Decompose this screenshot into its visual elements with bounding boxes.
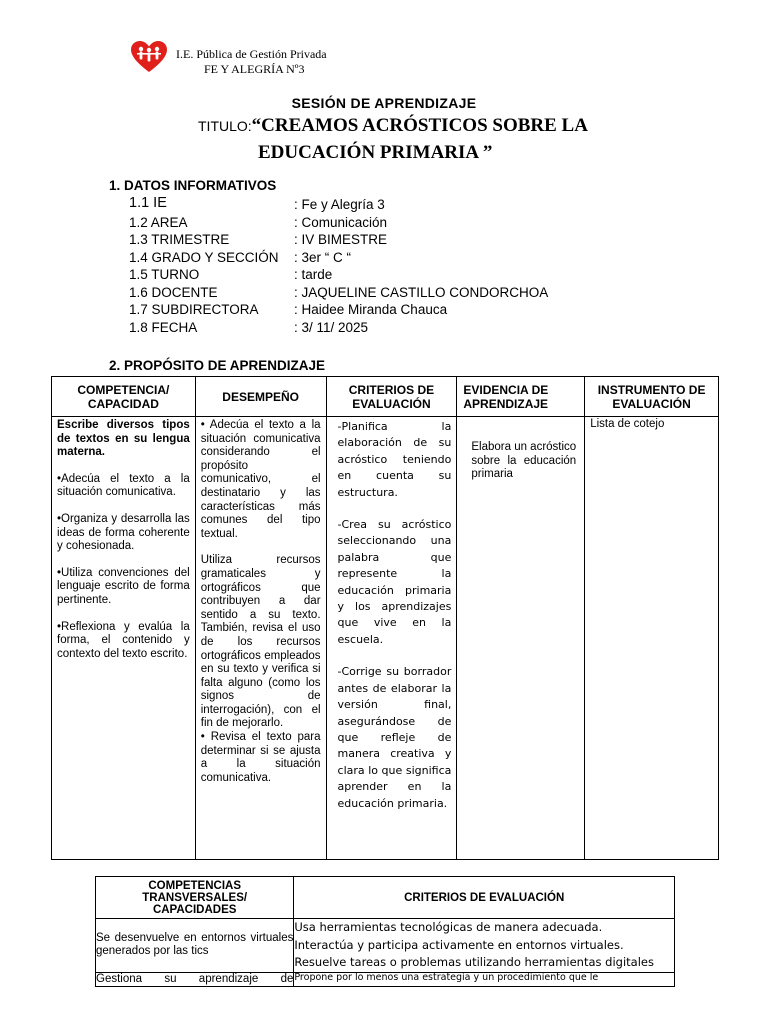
info-value: : JAQUELINE CASTILLO CONDORCHOA [294, 285, 549, 300]
capacidad-item: •Reflexiona y evalúa la forma, el contenido y contexto del texto escrito. [57, 620, 190, 660]
header-competencia: COMPETENCIA/ CAPACIDAD [52, 377, 196, 417]
cell-evidencia [457, 417, 585, 860]
desempeno-text-1: • Adecúa el texto a la situación comunicativa considerando el propósito comunicativo, el destinatario y las características más comunes del tipo textual. [200, 419, 321, 540]
proposito-heading: 2. PROPÓSITO DE APRENDIZAJE [109, 358, 326, 373]
info-value: : Fe y Alegría 3 [294, 197, 385, 212]
criterio-item: Resuelve tareas o problemas utilizando herramientas digitales [294, 955, 654, 969]
transversal-competencia: Se desenvuelve en entornos virtuales generados por las tics [96, 919, 294, 973]
cell-desempeno [195, 417, 326, 860]
title-text-1: “CREAMOS ACRÓSTICOS SOBRE LA [251, 115, 588, 136]
transversal-criterios [294, 919, 675, 973]
info-row-fecha [129, 320, 369, 335]
info-value: : 3er “ C “ [294, 250, 352, 265]
info-key: 1.4 GRADO Y SECCIÓN [129, 250, 279, 265]
cell-criterios [326, 417, 457, 860]
criterio-item: -Planifica la elaboración de su acróstico teniendo en cuenta su estructura. [337, 420, 452, 499]
info-row-docente [129, 285, 549, 300]
info-row-grado [129, 250, 352, 265]
info-row-trimestre [129, 232, 388, 247]
info-key: 1.5 TURNO [129, 267, 200, 282]
criterio-item: -Crea su acróstico seleccionando una palabra que represente la educación primaria y los aprendizajes que vive en la escuela. [337, 518, 452, 646]
info-value: : tarde [294, 267, 333, 282]
info-key: 1.1 IE [129, 195, 167, 211]
table-header-row [96, 877, 675, 919]
desempeno-text-3: • Revisa el texto para determinar si se ajusta a la situación comunicativa. [200, 731, 321, 784]
capacidad-item: •Utiliza convenciones del lenguaje escrito de forma pertinente. [57, 566, 190, 606]
info-value: : IV BIMESTRE [294, 232, 388, 247]
info-value: : Comunicación [294, 215, 388, 230]
info-key: 1.7 SUBDIRECTORA [129, 302, 259, 317]
table-row [52, 417, 719, 860]
transversal-criterios: Propone por lo menos una estrategia y un procedimiento que le [294, 972, 675, 986]
info-row-turno [129, 267, 333, 282]
header-evidencia: EVIDENCIA DE APRENDIZAJE [457, 377, 585, 417]
info-value: : 3/ 11/ 2025 [294, 320, 369, 335]
table-row [96, 972, 675, 986]
school-subname: FE Y ALEGRÍA Nº3 [204, 62, 305, 76]
criterio-item: Usa herramientas tecnológicas de manera adecuada. [294, 920, 603, 934]
info-key: 1.3 TRIMESTRE [129, 232, 230, 247]
school-logo-icon [131, 41, 167, 73]
info-key: 1.8 FECHA [129, 320, 198, 335]
transversal-competencia: Gestiona su aprendizaje de [96, 972, 294, 985]
capacidad-item: •Organiza y desarrolla las ideas de forma coherente y cohesionada. [57, 512, 190, 553]
info-row-subdirectora [129, 302, 448, 317]
title-line-2: EDUCACIÓN PRIMARIA ” [258, 142, 493, 163]
info-row-area [129, 215, 388, 230]
header-competencias-transversales: COMPETENCIAS TRANSVERSALES/ CAPACIDADES [96, 877, 294, 919]
header-desempeno: DESEMPEÑO [195, 377, 326, 417]
info-key: 1.2 AREA [129, 215, 188, 230]
school-name: I.E. Pública de Gestión Privada [176, 47, 327, 61]
capacidad-item: •Adecúa el texto a la situación comunicativa. [57, 472, 190, 499]
header-criterios-evaluacion: CRITERIOS DE EVALUACIÓN [294, 877, 675, 919]
instrumento-text: Lista de cotejo [590, 418, 665, 430]
title-label: TITULO: [198, 118, 252, 134]
desempeno-text-2: Utiliza recursos gramaticales y ortográficos que contribuyen a dar sentido a su texto. También, revisa el uso de los recursos ortográficos empleados en su texto y verifica si falta alguno (como los signos de interrogación), con el fin de mejorarlo. [200, 554, 321, 730]
table-row [96, 919, 675, 973]
cell-instrumento [585, 417, 719, 860]
session-title: SESIÓN DE APRENDIZAJE [291, 95, 477, 111]
transversales-table [95, 876, 675, 987]
header-criterios: CRITERIOS DE EVALUACIÓN [326, 377, 457, 417]
info-key: 1.6 DOCENTE [129, 285, 218, 300]
competencia-title: Escribe diversos tipos de textos en su lengua materna. [57, 419, 190, 459]
datos-heading: 1. DATOS INFORMATIVOS [109, 178, 277, 193]
criterio-item: Interactúa y participa activamente en entornos virtuales. [294, 937, 624, 952]
info-value: : Haidee Miranda Chauca [294, 302, 448, 317]
header-instrumento: INSTRUMENTO DE EVALUACIÓN [585, 377, 719, 417]
proposito-table [51, 376, 719, 860]
table-header-row [52, 377, 719, 417]
title-line-1 [198, 115, 588, 137]
cell-competencia [52, 417, 196, 860]
info-row-ie [129, 195, 385, 212]
criterio-item: -Corrige su borrador antes de elaborar la versión final, asegurándose de que refleje de manera creativa y clara lo que significa aprender en la educación primaria. [337, 665, 452, 810]
evidencia-text: Elabora un acróstico sobre la educación primaria [471, 441, 577, 481]
